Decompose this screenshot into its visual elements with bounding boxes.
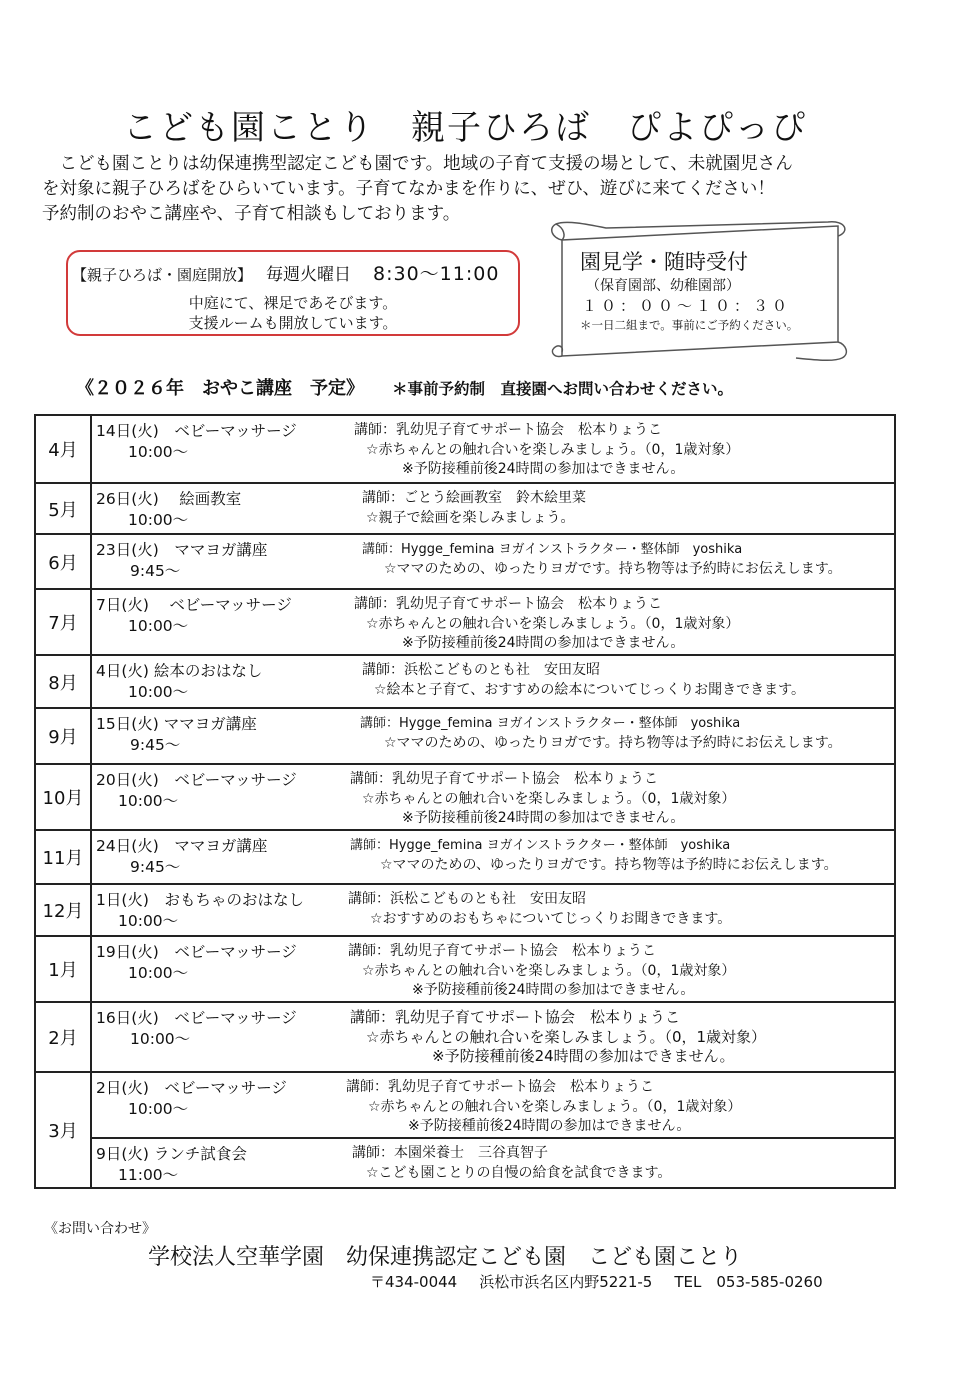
event-time: 10:00～ bbox=[128, 511, 189, 529]
event-instructor: 講師：乳幼児子育てサポート協会 松本りょうこ bbox=[354, 596, 662, 612]
schedule-heading bbox=[76, 374, 956, 400]
table-row bbox=[35, 589, 895, 655]
open-hours-label: 【親子ひろば・園庭開放】 bbox=[72, 266, 253, 284]
event-desc: ☆おすすめのおもちゃについてじっくりお聞きできます。 bbox=[370, 911, 732, 927]
contact-address: 浜松市浜名区内野5221-5 bbox=[479, 1273, 653, 1291]
month-cell: 7月 bbox=[35, 589, 91, 655]
detail-cell bbox=[91, 830, 895, 884]
event-time: 9:45～ bbox=[130, 736, 181, 754]
event-date: 4日(火) 絵本のおはなし bbox=[96, 662, 263, 680]
event-desc: ☆絵本と子育て、おすすめの絵本についてじっくりお聞きできます。 bbox=[374, 682, 806, 698]
table-row bbox=[35, 830, 895, 884]
event-desc: ☆ママのための、ゆったりヨガです。持ち物等は予約時にお伝えします。 bbox=[384, 735, 842, 751]
detail-cell bbox=[91, 936, 895, 1002]
event-time: 9:45～ bbox=[130, 858, 181, 876]
event-time: 9:45～ bbox=[130, 562, 181, 580]
month-cell: 10月 bbox=[35, 764, 91, 830]
event-desc: ☆こども園ことりの自慢の給食を試食できます。 bbox=[366, 1165, 672, 1181]
month-cell: 12月 bbox=[35, 884, 91, 936]
open-hours-header bbox=[72, 259, 499, 286]
contact-postal: 〒434-0044 bbox=[370, 1273, 458, 1291]
month-cell: 4月 bbox=[35, 415, 91, 483]
event-instructor: 講師：乳幼児子育てサポート協会 松本りょうこ bbox=[354, 422, 662, 438]
contact-label: 《お問い合わせ》 bbox=[44, 1221, 156, 1237]
event-note: ※予防接種前後24時間の参加はできません。 bbox=[402, 461, 685, 477]
month-cell: 9月 bbox=[35, 708, 91, 764]
event-desc: ☆赤ちゃんとの触れ合いを楽しみましょう。（0，1歳対象） bbox=[368, 1099, 742, 1115]
tour-sub: （保育園部、幼稚園部） bbox=[586, 278, 740, 294]
event-time: 10:00～ bbox=[118, 912, 179, 930]
event-desc: ☆赤ちゃんとの触れ合いを楽しみましょう。（0，1歳対象） bbox=[366, 442, 740, 458]
event-instructor: 講師：乳幼児子育てサポート協会 松本りょうこ bbox=[350, 1008, 681, 1026]
table-row bbox=[35, 884, 895, 936]
table-row bbox=[35, 655, 895, 708]
event-date: 16日(火) ベビーマッサージ bbox=[96, 1009, 297, 1027]
event-instructor: 講師：乳幼児子育てサポート協会 松本りょうこ bbox=[348, 943, 656, 959]
event-date: 1日(火) おもちゃのおはなし bbox=[96, 891, 304, 909]
detail-cell bbox=[91, 483, 895, 534]
detail-cell bbox=[91, 1002, 895, 1072]
month-cell: 8月 bbox=[35, 655, 91, 708]
event-date: 24日(火) ママヨガ講座 bbox=[96, 837, 268, 855]
table-row bbox=[35, 1002, 895, 1072]
event-date: 9日(火) ランチ試食会 bbox=[96, 1145, 247, 1163]
month-cell: 11月 bbox=[35, 830, 91, 884]
detail-cell bbox=[91, 884, 895, 936]
intro-line: 予約制のおやこ講座や、子育て相談もしております。 bbox=[42, 204, 461, 224]
intro-line: こども園ことりは幼保連携型認定こども園です。地域の子育て支援の場として、未就園児さん bbox=[42, 154, 793, 174]
event-instructor: 講師：Hygge_femina ヨガインストラクター・整体師 yoshika bbox=[360, 716, 741, 731]
event-note: ※予防接種前後24時間の参加はできません。 bbox=[402, 810, 685, 826]
table-row bbox=[35, 415, 895, 483]
event-date: 7日(火) ベビーマッサージ bbox=[96, 596, 292, 614]
detail-cell bbox=[91, 534, 895, 589]
table-row bbox=[35, 1138, 895, 1188]
event-time: 10:00～ bbox=[128, 1100, 189, 1118]
detail-cell bbox=[91, 589, 895, 655]
event-date: 2日(火) ベビーマッサージ bbox=[96, 1079, 287, 1097]
event-time: 10:00～ bbox=[118, 792, 179, 810]
tour-title: 園見学・随時受付 bbox=[580, 250, 748, 274]
event-desc: ☆赤ちゃんとの触れ合いを楽しみましょう。（0，1歳対象） bbox=[366, 1028, 767, 1046]
table-row bbox=[35, 534, 895, 589]
tour-note: ＊一日二組まで。事前にご予約ください。 bbox=[580, 318, 799, 332]
event-instructor: 講師：ごとう絵画教室 鈴木絵里菜 bbox=[362, 490, 586, 506]
event-date: 23日(火) ママヨガ講座 bbox=[96, 541, 268, 559]
event-time: 10:00～ bbox=[128, 617, 189, 635]
event-date: 26日(火) 絵画教室 bbox=[96, 490, 242, 508]
tour-scroll-box bbox=[546, 218, 852, 366]
schedule-table bbox=[34, 414, 896, 1189]
table-row bbox=[35, 1072, 895, 1138]
month-cell: 2月 bbox=[35, 1002, 91, 1072]
contact-address-line bbox=[370, 1271, 823, 1292]
open-hours-box bbox=[66, 250, 520, 336]
schedule-note: ＊事前予約制 直接園へお問い合わせください。 bbox=[392, 380, 734, 398]
event-time: 10:00～ bbox=[130, 1030, 191, 1048]
event-time: 10:00～ bbox=[128, 443, 189, 461]
detail-cell bbox=[91, 655, 895, 708]
month-cell: 5月 bbox=[35, 483, 91, 534]
event-desc: ☆赤ちゃんとの触れ合いを楽しみましょう。（0，1歳対象） bbox=[362, 963, 736, 979]
intro-line: を対象に親子ひろばをひらいています。子育てなかまを作りに、ぜひ、遊びに来てください！ bbox=[42, 179, 775, 199]
event-note: ※予防接種前後24時間の参加はできません。 bbox=[432, 1047, 735, 1065]
event-instructor: 講師：Hygge_femina ヨガインストラクター・整体師 yoshika bbox=[362, 542, 743, 557]
table-row bbox=[35, 708, 895, 764]
event-desc: ☆赤ちゃんとの触れ合いを楽しみましょう。（0，1歳対象） bbox=[366, 616, 740, 632]
event-note: ※予防接種前後24時間の参加はできません。 bbox=[402, 635, 685, 651]
open-hours-line3: 支援ルームも開放しています。 bbox=[188, 314, 398, 332]
detail-cell bbox=[91, 764, 895, 830]
event-instructor: 講師：乳幼児子育てサポート協会 松本りょうこ bbox=[350, 771, 658, 787]
event-desc: ☆ママのための、ゆったりヨガです。持ち物等は予約時にお伝えします。 bbox=[384, 561, 842, 577]
event-desc: ☆親子で絵画を楽しみましょう。 bbox=[366, 510, 575, 526]
event-date: 15日(火) ママヨガ講座 bbox=[96, 715, 257, 733]
open-hours-day: 毎週火曜日 bbox=[266, 265, 352, 285]
event-time: 11:00～ bbox=[118, 1166, 179, 1184]
event-instructor: 講師：Hygge_femina ヨガインストラクター・整体師 yoshika bbox=[350, 838, 731, 853]
table-row bbox=[35, 936, 895, 1002]
event-time: 10:00～ bbox=[128, 683, 189, 701]
month-cell: 6月 bbox=[35, 534, 91, 589]
event-date: 19日(火) ベビーマッサージ bbox=[96, 943, 297, 961]
table-row bbox=[35, 764, 895, 830]
month-cell: 1月 bbox=[35, 936, 91, 1002]
event-desc: ☆赤ちゃんとの触れ合いを楽しみましょう。（0，1歳対象） bbox=[362, 791, 736, 807]
open-hours-line2: 中庭にて、裸足であそびます。 bbox=[188, 294, 398, 312]
event-instructor: 講師：浜松こどものとも社 安田友昭 bbox=[362, 662, 600, 678]
contact-tel: TEL 053-585-0260 bbox=[674, 1273, 823, 1291]
schedule-title: 《２０２６年 おやこ講座 予定》 bbox=[76, 378, 364, 399]
page-title: こども園ことり 親子ひろば ぴよぴっぴ bbox=[123, 108, 807, 148]
event-note: ※予防接種前後24時間の参加はできません。 bbox=[412, 982, 695, 998]
event-instructor: 講師：乳幼児子育てサポート協会 松本りょうこ bbox=[346, 1079, 654, 1095]
event-date: 20日(火) ベビーマッサージ bbox=[96, 771, 297, 789]
contact-org: 学校法人空華学園 幼保連携認定こども園 こども園ことり bbox=[148, 1245, 743, 1270]
event-instructor: 講師：本園栄養士 三谷真智子 bbox=[352, 1145, 548, 1161]
detail-cell bbox=[91, 708, 895, 764]
month-cell: 3月 bbox=[35, 1072, 91, 1188]
intro-text bbox=[42, 152, 872, 227]
event-time: 10:00～ bbox=[128, 964, 189, 982]
event-note: ※予防接種前後24時間の参加はできません。 bbox=[408, 1118, 691, 1134]
event-date: 14日(火) ベビーマッサージ bbox=[96, 422, 297, 440]
detail-cell bbox=[91, 415, 895, 483]
tour-time: １０：００～１０：３０ bbox=[582, 297, 792, 315]
detail-cell bbox=[91, 1072, 895, 1138]
table-row bbox=[35, 483, 895, 534]
event-instructor: 講師：浜松こどものとも社 安田友昭 bbox=[348, 891, 586, 907]
event-desc: ☆ママのための、ゆったりヨガです。持ち物等は予約時にお伝えします。 bbox=[380, 857, 838, 873]
detail-cell bbox=[91, 1138, 895, 1188]
open-hours-time: 8:30～11:00 bbox=[373, 263, 500, 285]
